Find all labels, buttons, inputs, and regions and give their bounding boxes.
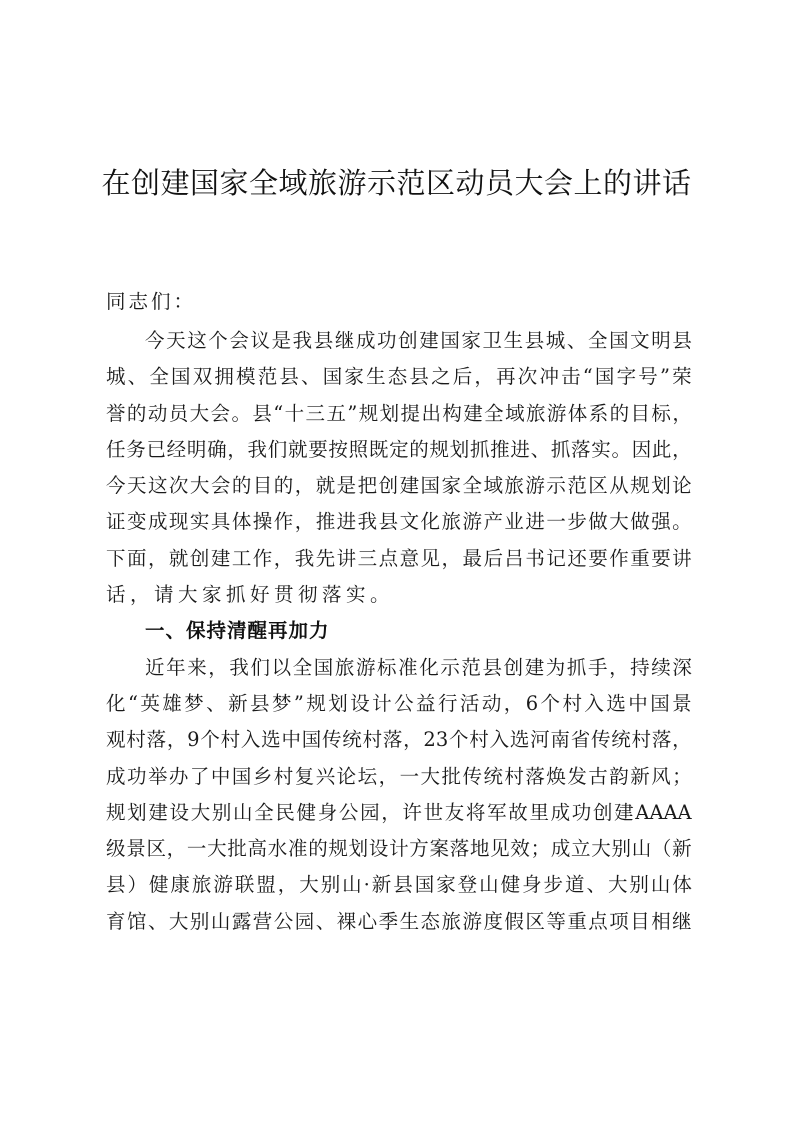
section-heading: 一、保持清醒再加力: [145, 619, 330, 643]
paragraph-line: 话，请大家抓好贯彻落实。: [106, 583, 395, 607]
paragraph-line: 誉 的 动 员 大 会 。 县 “ 十 三 五 ” 规 划 提 出 构 建 全 域 旅 游 体 系 的 目 标 ，: [106, 401, 692, 425]
paragraph-line: 近 年 来 ， 我 们 以 全 国 旅 游 标 准 化 示 范 县 创 建 为 抓 手 ， 持 续 深: [145, 655, 692, 679]
paragraph-line: 今 天 这 次 大 会 的 目 的 ， 就 是 把 创 建 国 家 全 域 旅 游 示 范 区 从 规 划 论: [106, 474, 692, 498]
paragraph-line: 下 面 ， 就 创 建 工 作 ， 我 先 讲 三 点 意 见 ， 最 后 吕 书 记 还 要 作 重 要 讲: [106, 546, 692, 570]
paragraph-line: 成 功 举 办 了 中 国 乡 村 复 兴 论 坛 ， 一 大 批 传 统 村 落 焕 发 古 韵 新 风 ；: [106, 764, 692, 788]
paragraph-line: 证 变 成 现 实 具 体 操 作 ， 推 进 我 县 文 化 旅 游 产 业 进 一 步 做 大 做 强 。: [106, 510, 692, 534]
section-paragraph: [106, 650, 692, 940]
paragraph-line: 化 “ 英 雄 梦 、 新 县 梦 ” 规 划 设 计 公 益 行 活 动 ， 6 个 村 入 选 中 国 景: [106, 691, 692, 715]
paragraph-line: 级 景 区 ， 一 大 批 高 水 准 的 规 划 设 计 方 案 落 地 见 效 ； 成 立 大 别 山 （ 新: [106, 837, 692, 861]
paragraph-line: 育 馆 、 大 别 山 露 营 公 园 、 裸 心 季 生 态 旅 游 度 假 区 等 重 点 项 目 相 继: [106, 909, 692, 933]
paragraph-line: 任 务 已 经 明 确 ， 我 们 就 要 按 照 既 定 的 规 划 抓 推 进 、 抓 落 实 。 因 此 ，: [106, 437, 692, 461]
paragraph-line: 今 天 这 个 会 议 是 我 县 继 成 功 创 建 国 家 卫 生 县 城 、 全 国 文 明 县: [145, 329, 692, 352]
intro-paragraph: [106, 323, 692, 613]
paragraph-line: 观 村 落 ， 9 个 村 入 选 中 国 传 统 村 落 ， 23 个 村 入 选 河 南 省 传 统 村 落 ，: [106, 728, 692, 752]
document-body: [106, 285, 692, 940]
paragraph-line: 城 、 全 国 双 拥 模 范 县 、 国 家 生 态 县 之 后 ， 再 次 冲 击 “ 国 字 号 ” 荣: [106, 365, 692, 389]
document-title: 在创建国家全域旅游示范区动员大会上的讲话: [101, 166, 692, 200]
paragraph-line: 县 ） 健 康 旅 游 联 盟 ， 大 别 山 · 新 县 国 家 登 山 健 身 步 道 、 大 别 山 体: [106, 873, 692, 897]
salutation: 同志们：: [106, 290, 197, 313]
paragraph-line: 规 划 建 设 大 别 山 全 民 健 身 公 园 ， 许 世 友 将 军 故 里 成 功 创 建 AAAA: [106, 800, 692, 824]
